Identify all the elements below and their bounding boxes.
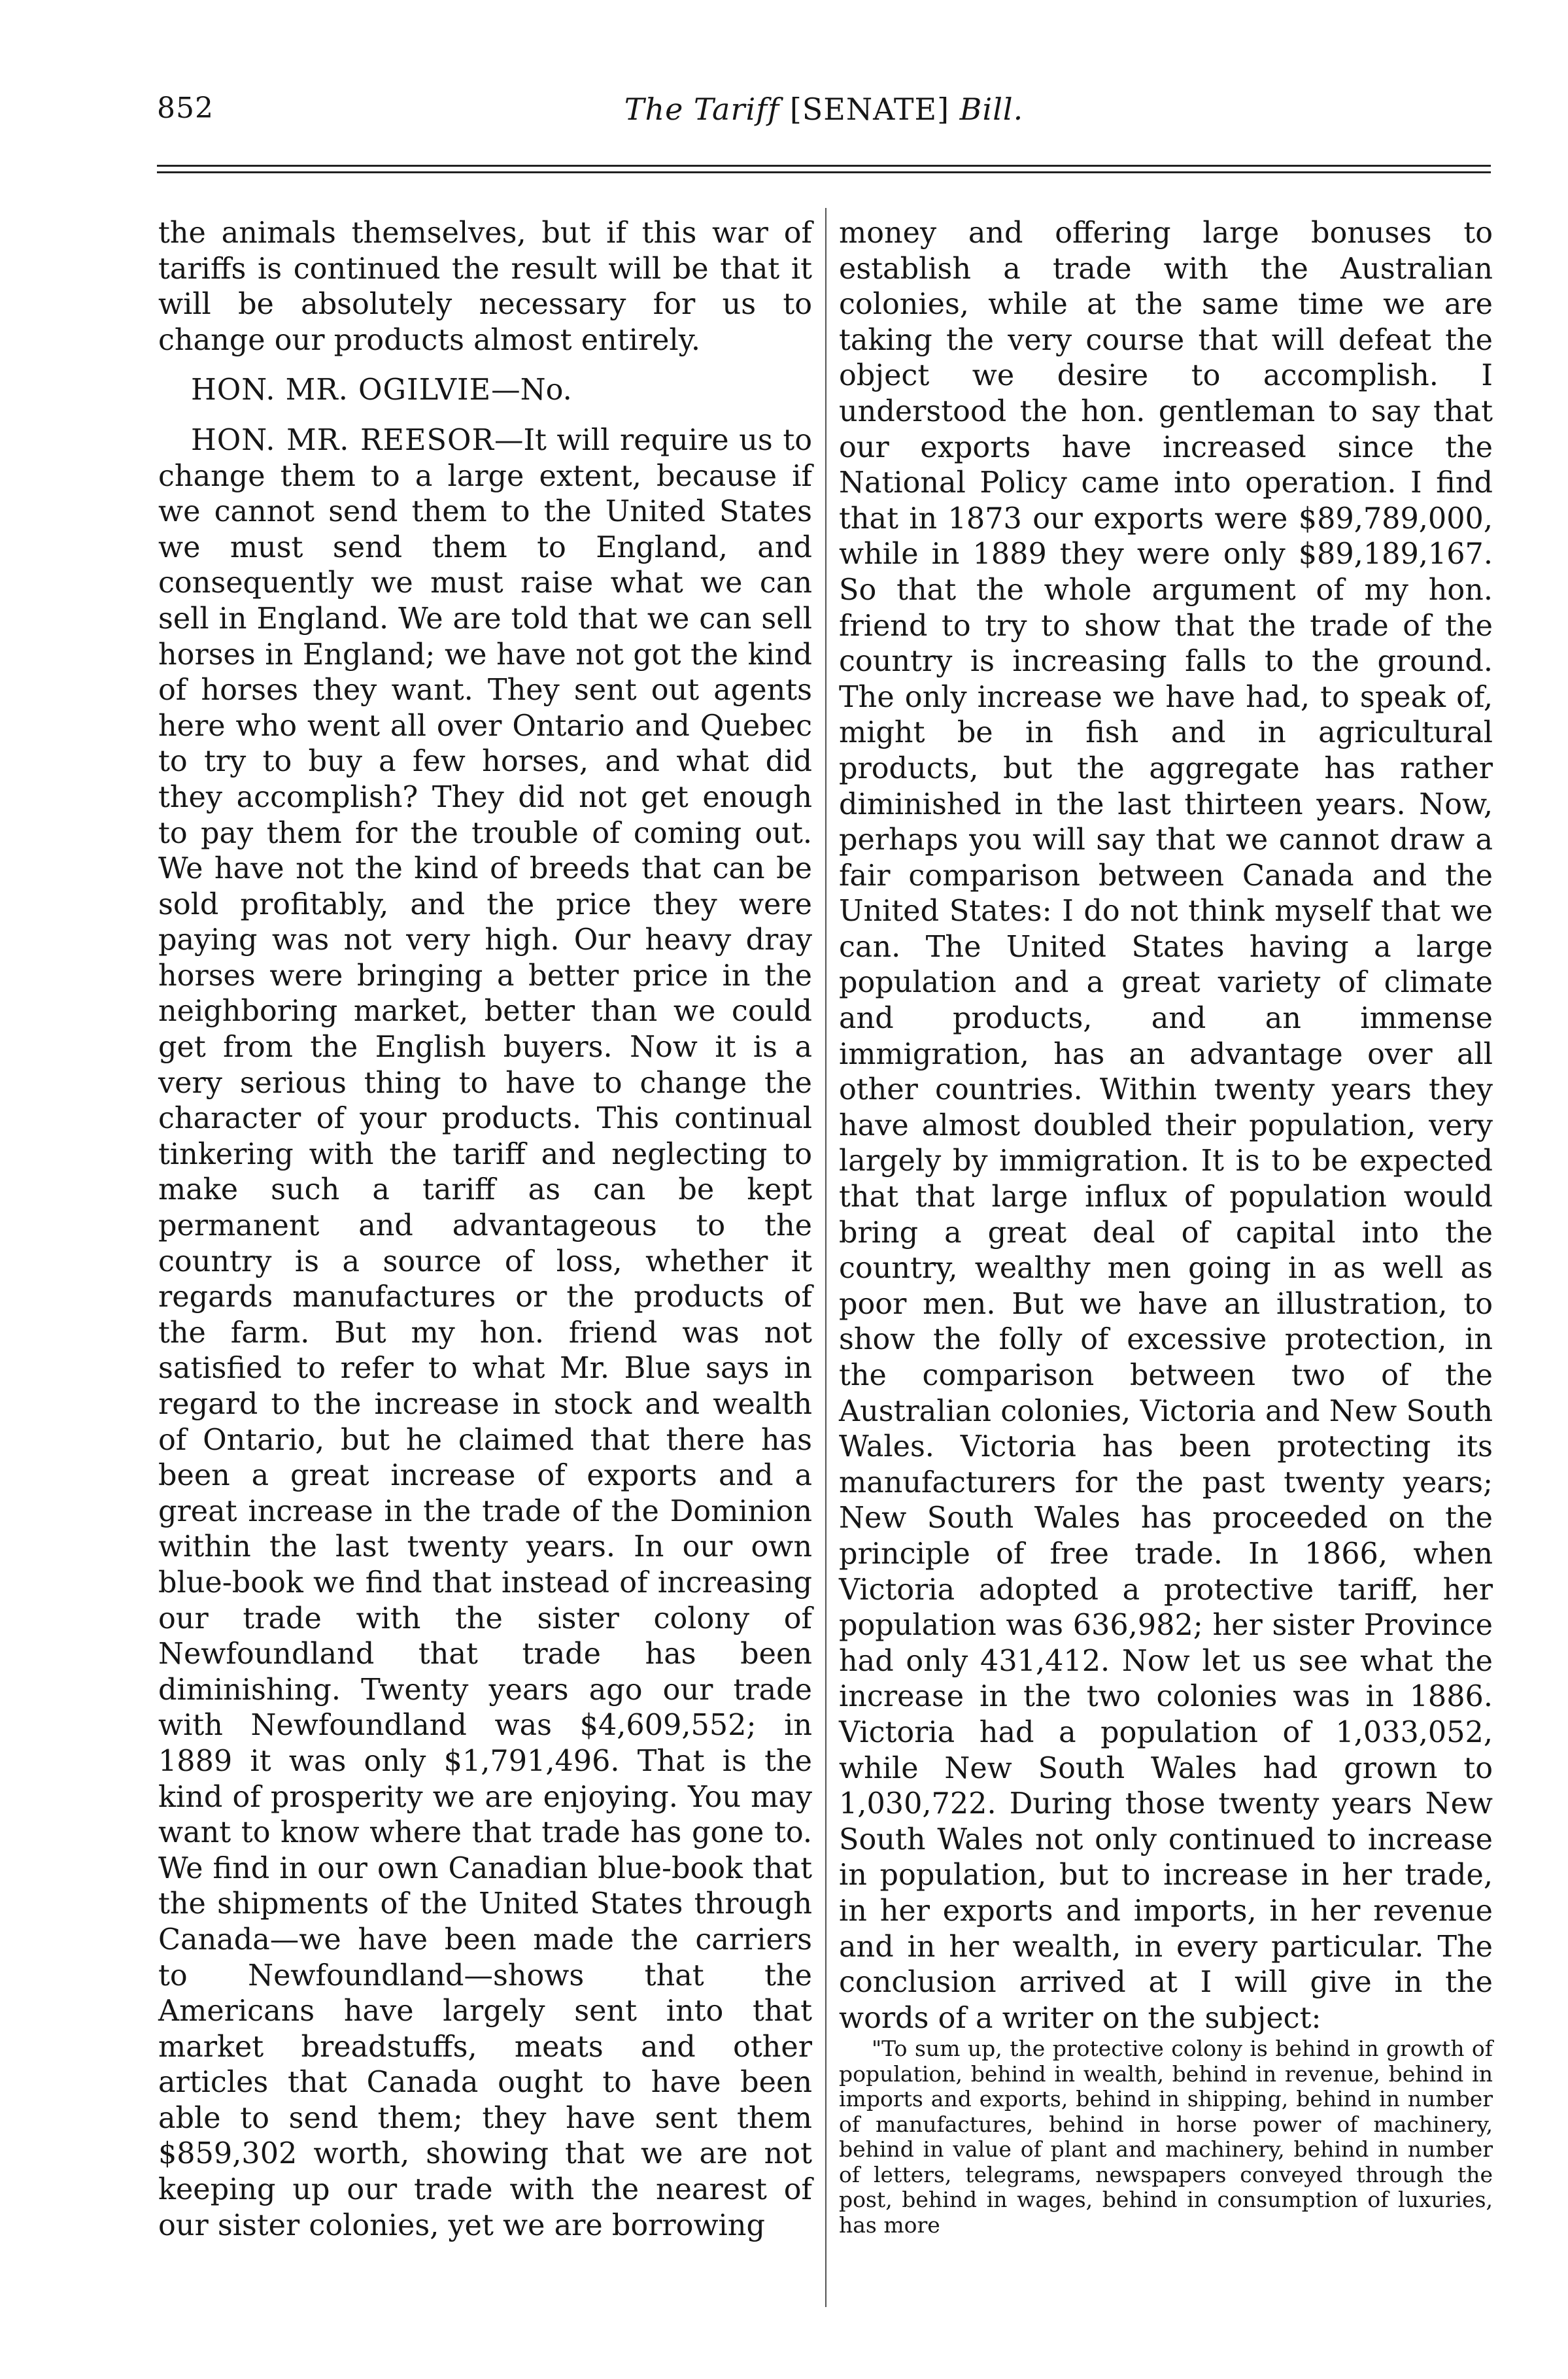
header-rule-top (157, 165, 1491, 167)
ogilvie-remark (158, 373, 812, 409)
page-number: 852 (157, 92, 214, 125)
header-rule-bottom (157, 171, 1491, 173)
speaker-ogilvie: HON. MR. OGILVIE (191, 373, 492, 407)
left-paragraph-1: the animals themselves, but if this war of tariffs is continued the result will be that it will be absolutely necessary for us to change our products almost entirely. (158, 216, 812, 357)
reesor-speech (158, 423, 812, 2244)
running-title-tariff: The Tariff (624, 92, 780, 127)
column-divider (825, 208, 827, 2307)
quoted-passage: "To sum up, the protective colony is behind in growth of population, behind in wealth, behind in revenue, behind in imports and exports, behind in shipping, behind in number of manufactures, behind in horse power of machinery, behind in value of plant and machinery, behind in number of letters, telegrams, newspapers conveyed through the post, behind in wages, behind in consumption of luxuries, has more (839, 2036, 1493, 2238)
reesor-text: —It will require us to change them to a large extent, because if we cannot send them to the United States we must send them to England, and consequently we must raise what we can sell in England. We are told that we can sell horses in England; we have not got the kind of horses they want. They sent out agents here who went all over Ontario and Quebec to try to buy a few horses, and what did they accomplish? They did not get enough to pay them for the trouble of coming out. We have not the kind of breeds that can be sold profitably, and the price they were paying was not very high. Our heavy dray horses were bringing a better price in the neighboring market, better than we could get from the English buyers. Now it is a very serious thing to have to change the character of your products. This continual tinkering with the tariff and neglecting to make such a tariff as can be kept permanent and advantageous to the country is a source of loss, whether it regards manufactures or the products of the farm. But my hon. friend was not satisfied to refer to what Mr. Blue says in regard to the increase in stock and wealth of Ontario, but he claimed that there has been a great increase of exports and a great increase in the trade of the Dominion within the last twenty years. In our own blue-book we find that instead of increasing our trade with the sister colony of Newfoundland that trade has been diminishing. Twenty years ago our trade with Newfoundland was $4,609,552; in 1889 it was only $1,791,496. That is the kind of prosperity we are enjoying. You may want to know where that trade has gone to. We find in our own Canadian blue-book that the shipments of the United States through Canada—we have been made the carriers to Newfoundland—shows that the Americans have largely sent into that market breadstuffs, meats and other articles that Canada ought to have been able to send them; they have sent them $859,302 worth, showing that we are not keeping up our trade with the nearest of our sister colonies, yet we are borrowing (158, 423, 812, 2242)
page-header (157, 92, 1491, 144)
speaker-reesor: HON. MR. REESOR (191, 423, 494, 457)
ogilvie-text: —No. (491, 373, 572, 407)
right-paragraph-1: money and offering large bonuses to establish a trade with the Australian colonies, while at the same time we are taking the very course that will defeat the object we desire to accomplish. I understood the hon. gentleman to say that our exports have increased since the National Policy came into operation. I find that in 1873 our exports were $89,789,000, while in 1889 they were only $89,189,167. So that the whole argument of my hon. friend to try to show that the trade of the country is increasing falls to the ground. The only increase we have had, to speak of, might be in fish and in agricultural products, but the aggregate has rather diminished in the last thirteen years. Now, perhaps you will say that we cannot draw a fair comparison between Canada and the United States: I do not think myself that we can. The United States having a large population and a great variety of climate and products, and an immense immigration, has an advantage over all other countries. Within twenty years they have almost doubled their population, very largely by immigration. It is to be expected that that large influx of population would bring a great deal of capital into the country, wealthy men going in as well as poor men. But we have an illustration, to show the folly of excessive protection, in the comparison between two of the Australian colonies, Victoria and New South Wales. Victoria has been protecting its manufacturers for the past twenty years; New South Wales has proceeded on the principle of free trade. In 1866, when Victoria adopted a protective tariff, her population was 636,982; her sister Province had only 431,412. Now let us see what the increase in the two colonies was in 1886. Victoria had a population of 1,033,052, while New South Wales had grown to 1,030,722. During those twenty years New South Wales not only continued to increase in population, but to increase in her trade, in her exports and imports, in her revenue and in her wealth, in every particular. The conclusion arrived at I will give in the words of a writer on the subject: (839, 216, 1493, 2035)
right-column (839, 216, 1493, 2238)
running-title-bill: Bill. (959, 92, 1024, 127)
running-title (157, 92, 1491, 127)
left-column (158, 216, 812, 2244)
running-title-chamber: [SENATE] (779, 92, 960, 127)
